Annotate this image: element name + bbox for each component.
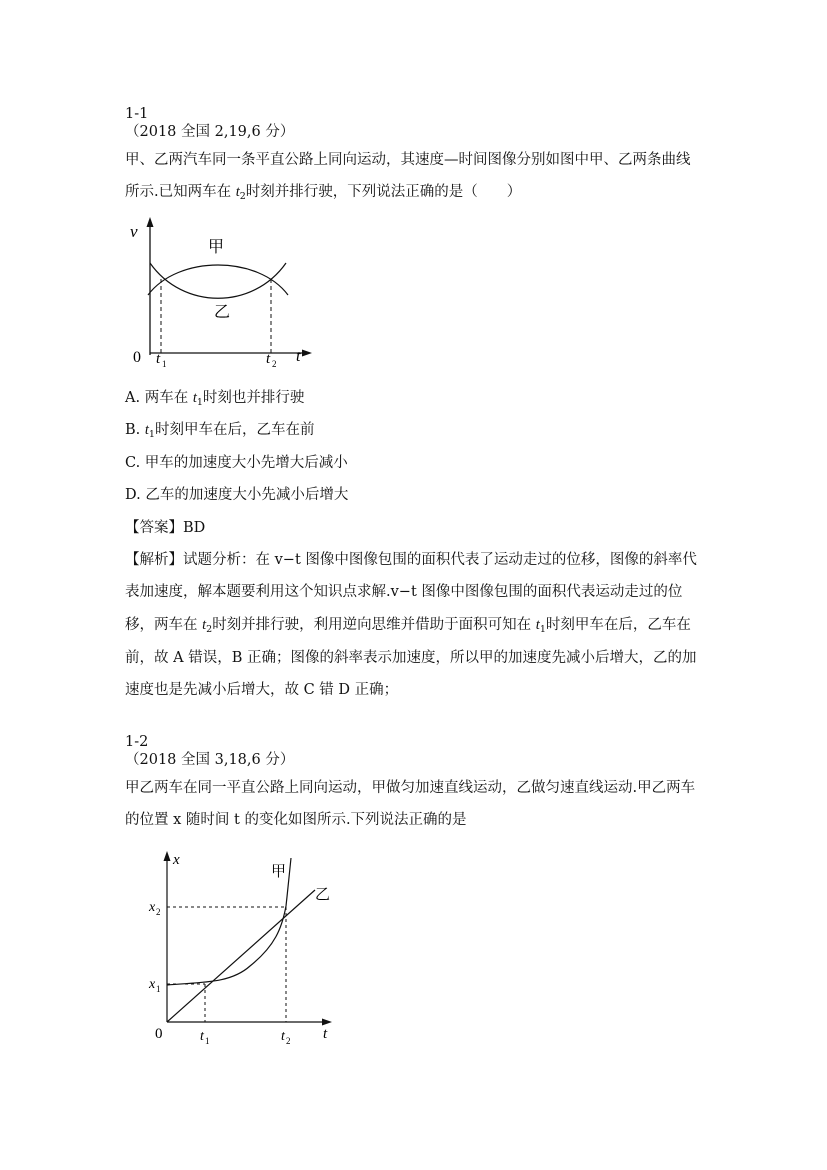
question-stem-line [125,182,521,207]
stem-text: 时刻并排行驶，下列说法正确的是（ ） [245,184,522,200]
t2-label: t [281,1029,285,1044]
line-yi [167,890,315,1022]
origin-label: 0 [155,1026,163,1042]
question-source: （2018 全国 2,19,6 分） [125,124,295,140]
question-number: 1-2 [125,734,149,750]
variable: t [235,184,240,200]
t1-subscript: 1 [205,1036,210,1046]
t1-subscript: 1 [162,359,167,369]
option-c: C. 甲车的加速度大小先增大后减小 [125,455,348,471]
stem-text: 所示.已知两车在 [125,184,236,200]
answer: 【答案】BD [125,520,206,536]
x1-subscript: 1 [156,984,161,994]
vt-graph [128,215,318,370]
axis-label-t: t [296,348,301,365]
t1-label: t [200,1029,204,1044]
variable: t [202,617,207,633]
subscript: 2 [239,191,246,202]
analysis-text: 时刻并排行驶，利用逆向思维并借助于面积可知在 [212,617,536,633]
analysis-line: 表加速度，解本题要利用这个知识点求解.v−t 图像中图像包围的面积代表运动走过的位 [125,584,683,600]
x2-label: x [149,900,156,915]
option-a [125,388,304,413]
label-yi: 乙 [315,887,331,903]
curve-yi [150,263,286,298]
axis-label-x: x [173,852,180,868]
subscript: 2 [206,624,213,635]
subscript: 1 [539,624,546,635]
option-d: D. 乙车的加速度大小先减小后增大 [125,487,349,503]
option-text: 时刻也并排行驶 [202,390,305,406]
subscript: 1 [196,397,203,408]
analysis-line: 【解析】试题分析：在 v−t 图像中图像包围的面积代表了运动走过的位移，图像的斜率代 [125,552,697,568]
variable: t [144,422,149,438]
subscript: 1 [148,429,155,440]
analysis-text: 时刻甲车在后，乙车在 [545,617,691,633]
option-text: 时刻甲车在后，乙车在前 [154,422,315,438]
question-stem-line: 的位置 x 随时间 t 的变化如图所示.下列说法正确的是 [125,812,467,828]
question-number: 1-1 [125,106,149,122]
label-jia: 甲 [271,864,287,880]
x2-subscript: 2 [156,907,161,917]
x1-label: x [149,977,156,992]
option-text: B. [125,422,145,438]
label-yi: 乙 [214,304,231,321]
variable: t [192,390,197,406]
variable: t [535,617,540,633]
question-stem-line: 甲乙两车在同一平直公路上同向运动，甲做匀加速直线运动，乙做匀速直线运动.甲乙两车 [125,780,696,796]
t2-label: t [266,351,271,367]
axis-label-v: v [130,222,138,241]
axis-label-t: t [323,1026,328,1042]
option-text: A. 两车在 [125,390,193,406]
analysis-text: 移，两车在 [125,617,203,633]
analysis-line [125,615,691,640]
curve-jia [148,265,288,295]
question-source: （2018 全国 3,18,6 分） [125,752,295,768]
t2-subscript: 2 [272,359,277,369]
xt-graph [140,848,340,1048]
analysis-line: 前，故 A 错误，B 正确；图像的斜率表示加速度，所以甲的加速度先减小后增大，乙的加 [125,650,697,666]
label-jia: 甲 [208,239,225,256]
origin-label: 0 [133,349,141,366]
t2-subscript: 2 [286,1036,291,1046]
question-stem-line: 甲、乙两汽车同一条平直公路上同向运动，其速度—时间图像分别如图中甲、乙两条曲线 [125,152,691,168]
t1-label: t [156,351,161,367]
option-b [125,420,314,445]
analysis-line: 速度也是先减小后增大，故 C 错 D 正确； [125,682,399,698]
